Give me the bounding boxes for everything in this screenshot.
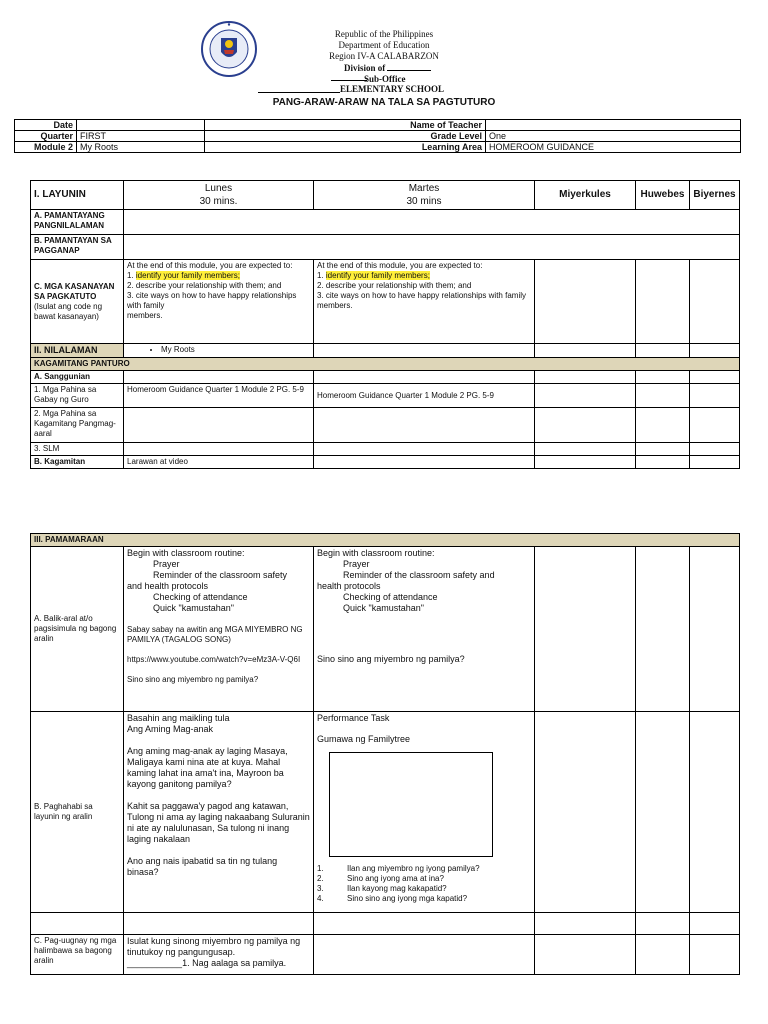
objectives-table xyxy=(30,180,740,469)
row-kagamitang-pangmag-aaral: 2. Mga Pahina sa Kagamitang Pangmag-aaral xyxy=(31,408,124,443)
martes-header: Martes 30 mins xyxy=(314,181,535,210)
grade-label: Grade Level xyxy=(205,131,486,142)
area-value: HOMEROOM GUIDANCE xyxy=(486,142,741,153)
huwebes-header: Huwebes xyxy=(636,181,690,210)
balik-aral-martes: Begin with classroom routine: Prayer Reminder of the classroom safety and health protocols Checking of attendance Quick "kamustahan" Sino sino ang miyembro ng pamilya? xyxy=(314,547,535,712)
date-value xyxy=(77,120,205,131)
header-division: Division of xyxy=(344,62,431,73)
header-line1: Republic of the Philippines xyxy=(334,29,434,39)
nilalaman-huwebes xyxy=(636,344,690,358)
row-pamantayang-pangnilalaman: A. PAMANTAYANG PANGNILALAMAN xyxy=(31,210,124,235)
header-school: ELEMENTARY SCHOOL xyxy=(340,84,444,94)
module-value: My Roots xyxy=(77,142,205,153)
miyerkules-header: Miyerkules xyxy=(535,181,636,210)
grade-value: One xyxy=(486,131,741,142)
balik-aral-lunes: Begin with classroom routine: Prayer Reminder of the classroom safety and health protocols Checking of attendance Quick "kamustahan" Sabay sabay na awitin ang MGA MIYEMBRO NG PAMILYA (TAGALOG SONG) https://www.youtube.com/watch?v=eMz3A-V-Q6I Sino sino ang miyembro ng pamilya? xyxy=(124,547,314,712)
kagamitang-panturo: KAGAMITANG PANTURO xyxy=(31,358,740,371)
familytree-box xyxy=(329,752,493,857)
nilalaman-biyernes xyxy=(690,344,740,358)
huwebes-objectives xyxy=(636,260,690,344)
row-kagamitan: B. Kagamitan xyxy=(31,456,124,469)
gabay-lunes: Homeroom Guidance Quarter 1 Module 2 PG. 5-9 xyxy=(124,384,314,408)
kagamitan-lunes: Larawan at video xyxy=(124,456,314,469)
sanggunian-label: A. Sanggunian xyxy=(31,371,124,384)
balik-aral-label: A. Balik-aral at/o pagsisimula ng bagong aralin xyxy=(31,547,124,712)
header-suboffice: Sub-Office xyxy=(364,74,406,84)
paghahabi-martes: Performance Task Gumawa ng Familytree 1. Ilan ang miyembro ng iyong pamilya? 2. Sino ang iyong ama at ina? 3. Ilan kayong mag kakapatid? 4. Sino sino ang iyong mga kapatid? xyxy=(314,712,535,913)
teacher-info-table xyxy=(14,119,741,153)
nilalaman-miyerkules xyxy=(535,344,636,358)
nilalaman-item: • My Roots xyxy=(161,345,310,355)
nilalaman-label: II. NILALAMAN xyxy=(31,344,124,358)
quarter-value: FIRST xyxy=(77,131,205,142)
pamamaraan-header: III. PAMAMARAAN xyxy=(31,534,740,547)
lunes-header: Lunes 30 mins. xyxy=(124,181,314,210)
row-a-content xyxy=(124,210,740,235)
martes-objectives: At the end of this module, you are expected to: 1. identify your family members; 2. describe your relationship with them; and 3. cite ways on how to have happy relationships with family members. xyxy=(314,260,535,344)
row-mga-kasanayan: C. MGA KASANAYAN SA PAGKATUTO (Isulat ang code ng bawat kasanayan) xyxy=(31,260,124,344)
row-gabay-ng-guro: 1. Mga Pahina sa Gabay ng Guro xyxy=(31,384,124,408)
module-label: Module 2 xyxy=(15,142,77,153)
row-slm: 3. SLM xyxy=(31,443,124,456)
date-label: Date xyxy=(15,120,77,131)
lunes-objectives: At the end of this module, you are expected to: 1. identify your family members; 2. describe your relationship with them; and 3. cite ways on how to have happy relationships with family members. xyxy=(124,260,314,344)
gabay-martes: Homeroom Guidance Quarter 1 Module 2 PG. 5-9 xyxy=(314,384,535,408)
area-label: Learning Area xyxy=(205,142,486,153)
biyernes-header: Biyernes xyxy=(690,181,740,210)
nilalaman-martes xyxy=(314,344,535,358)
quarter-label: Quarter xyxy=(15,131,77,142)
header-line3: Region IV-A CALABARZON xyxy=(329,51,439,61)
row-b-content xyxy=(124,235,740,260)
nilalaman-lunes xyxy=(124,344,314,358)
paghahabi-label: B. Paghahabi sa layunin ng aralin xyxy=(31,712,124,913)
header-school-blank xyxy=(258,92,340,93)
row-pamantayan-sa-pagganap: B. PAMANTAYAN SA PAGGANAP xyxy=(31,235,124,260)
page-title: PANG-ARAW-ARAW NA TALA SA PAGTUTURO xyxy=(272,97,496,108)
miyerkules-objectives xyxy=(535,260,636,344)
teacher-label: Name of Teacher xyxy=(205,120,486,131)
paghahabi-lunes: Basahin ang maikling tula Ang Aming Mag-anak Ang aming mag-anak ay laging Masaya, Maligaya kami nina ate at kuya. Mahal kaming lahat ina ama't ina, Mayroon ba kayong ganitong pamilya? Kahit sa paggawa'y pagod ang katawan, Tulong ni ama ay laging nakaabang Suluranin ni ate ay nalulunasan, Sa tulong ni inang laging nakalaan Ano ang nais ipabatid sa tin ng tulang binasa? xyxy=(124,712,314,913)
biyernes-objectives xyxy=(690,260,740,344)
song-link[interactable]: https://www.youtube.com/watch?v=eMz3A-V-Q6I xyxy=(127,655,301,664)
procedure-table xyxy=(30,533,740,975)
layunin-header: I. LAYUNIN xyxy=(31,181,124,210)
header-line2: Department of Education xyxy=(338,40,430,50)
pag-uugnay-lunes: Isulat kung sinong miyembro ng pamilya ng tinutukoy ng pangungusap. ___________1. Nag aalaga sa pamilya. xyxy=(124,935,314,975)
header-blank-line xyxy=(331,80,367,81)
pag-uugnay-label: C. Pag-uugnay ng mga halimbawa sa bagong aralin xyxy=(31,935,124,975)
teacher-value xyxy=(486,120,741,131)
